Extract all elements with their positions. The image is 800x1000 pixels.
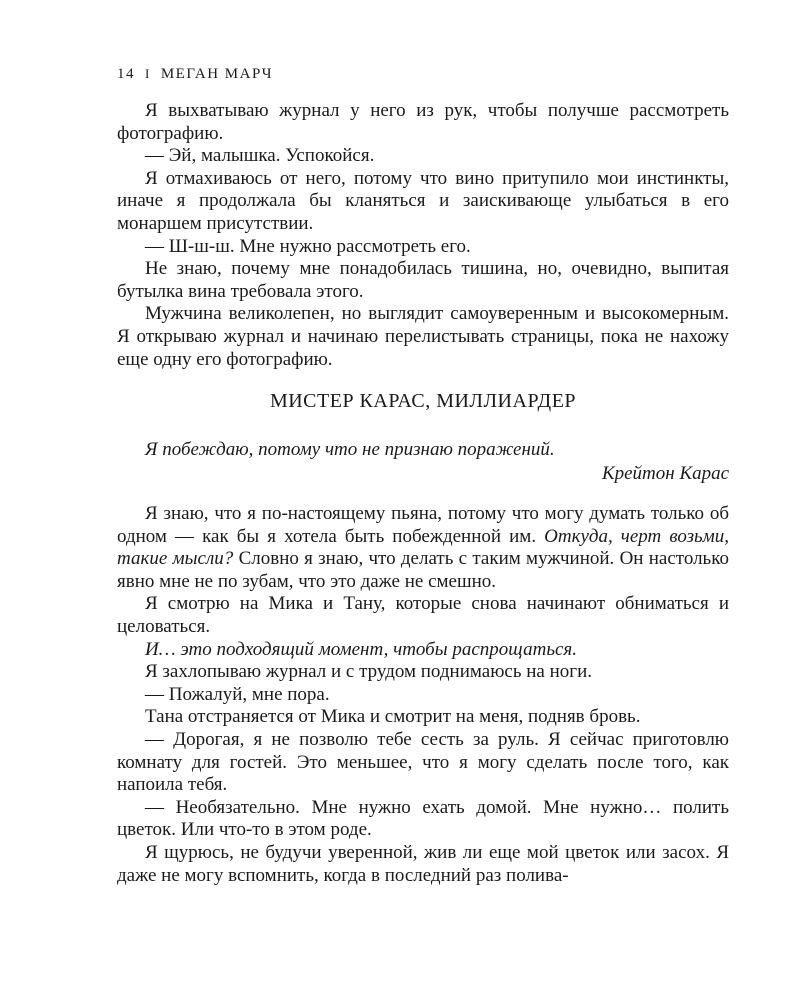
page-number: 14 xyxy=(117,66,135,82)
text-block-2 xyxy=(117,503,729,887)
header-separator: I xyxy=(145,66,151,81)
italic-thought: И… это подходящий момент, чтобы распрощаться. xyxy=(145,638,577,660)
paragraph: — Дорогая, я не позволю тебе сесть за руль. Я сейчас приготовлю комнату для гостей. Это меньшее, что я могу сделать после того, как напоила тебя. xyxy=(117,728,729,796)
paragraph xyxy=(117,639,729,662)
paragraph: — Ш-ш-ш. Мне нужно рассмотреть его. xyxy=(145,235,471,257)
paragraph: — Эй, малышка. Успокойся. xyxy=(145,145,375,167)
paragraph: Тана отстраняется от Мика и смотрит на меня, подняв бровь. xyxy=(145,706,641,728)
paragraph xyxy=(117,503,729,593)
paragraph: Я смотрю на Мика и Тану, которые снова начинают обниматься и целоваться. xyxy=(117,593,729,637)
paragraph: Я щурюсь, не будучи уверенной, жив ли еще мой цветок или засох. Я даже не могу вспомнить, когда в последний раз полива- xyxy=(117,841,729,886)
author-name: МЕГАН МАРЧ xyxy=(160,66,274,82)
paragraph: Мужчина великолепен, но выглядит самоуверенным и высокомерным. Я открываю журнал и начинаю перелистывать страницы, пока не нахожу еще одну его фотографию. xyxy=(117,303,729,370)
running-head xyxy=(117,66,273,83)
epigraph-author: Крейтон Карас xyxy=(602,463,729,484)
paragraph: Я захлопываю журнал и с трудом поднимаюсь на ноги. xyxy=(145,661,592,683)
paragraph-text: Я знаю, что я по-настоящему пьяна, потому что могу думать только об одном — как бы я хотела быть побежденной им. xyxy=(117,503,729,547)
epigraph xyxy=(117,438,729,486)
text-block-1 xyxy=(117,100,729,371)
paragraph: — Пожалуй, мне пора. xyxy=(145,683,330,705)
paragraph: Не знаю, почему мне понадобилась тишина, но, очевидно, выпитая бутылка вина требовала этого. xyxy=(117,258,729,302)
paragraph: Я выхватываю журнал у него из рук, чтобы получше рассмотреть фотографию. xyxy=(117,100,729,144)
chapter-title: МИСТЕР КАРАС, МИЛЛИАРДЕР xyxy=(269,390,577,412)
paragraph: — Необязательно. Мне нужно ехать домой. Мне нужно… полить цветок. Или что-то в этом роде. xyxy=(117,796,729,841)
italic-thought: Откуда, черт возьми, такие мысли? xyxy=(117,525,730,570)
epigraph-quote: Я побеждаю, потому что не признаю поражений. xyxy=(145,439,555,460)
paragraph-text: Словно я знаю, что делать с таким мужчиной. Он настолько явно мне не по зубам, что это даже не смешно. xyxy=(117,548,729,592)
paragraph: Я отмахиваюсь от него, потому что вино притупило мои инстинкты, иначе я продолжала бы кланяться и заискивающе улыбаться в его монаршем присутствии. xyxy=(117,167,729,234)
